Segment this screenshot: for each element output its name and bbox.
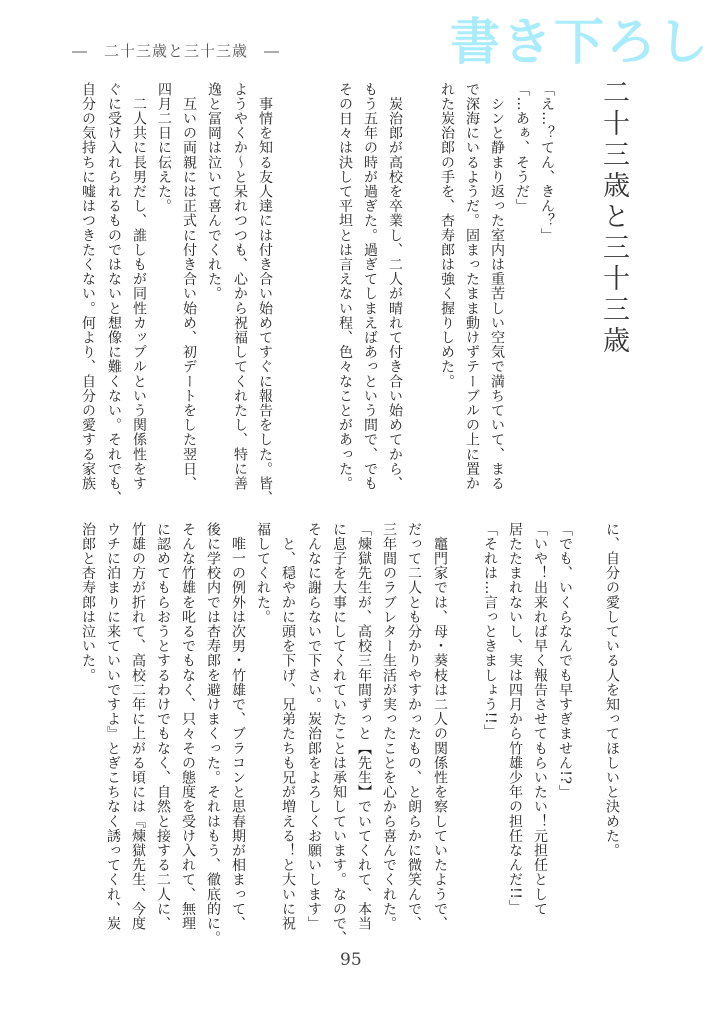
text-column: 逸と冨岡は泣いて喜んでくれた。 <box>206 82 222 301</box>
text-column: 竈門家では、母・葵枝は二人の関係性を察していたようで、 <box>432 522 448 931</box>
text-column: 事情を知る友人達には付き合い始めてすぐに報告をした。皆、 <box>257 82 273 506</box>
text-column: 「え…？てん、きん？」 <box>539 82 555 243</box>
text-column: そんな竹雄を叱るでもなく、只々その態度を受け入れて、無理 <box>180 522 196 931</box>
text-column: 竹雄の方が折れて、高校二年に上がる頃には『煉獄先生、今度 <box>130 522 146 931</box>
text-column: 炭治郎が高校を卒業し、二人が晴れて付き合い始めてから、 <box>387 82 403 491</box>
text-column: で深海にいるようだ。固まったまま動けずテーブルの上に置か <box>464 82 480 491</box>
text-column: 居たたまれないし、実は四月から竹雄少年の担任なんだ!!」 <box>507 522 523 915</box>
running-head: ― 二十三歳と三十三歳 ― <box>72 42 281 60</box>
page-number: 95 <box>340 950 362 970</box>
text-column: 唯一の例外は次男・竹雄で、ブラコンと思春期が相まって、 <box>230 522 246 931</box>
text-column: 互いの両親には正式に付き合い始め、初デートをした翌日、 <box>181 82 197 491</box>
text-column: と、穏やかに頭を下げ、兄弟たちも兄が増える！と大いに祝 <box>280 522 296 931</box>
text-column: もう五年の時が過ぎた。過ぎてしまえばあっという間で、でも <box>362 82 378 491</box>
text-column: ウチに泊まりに来ていいですよ』とぎこちなく誘ってくれ、炭 <box>105 522 121 931</box>
text-column: 福してくれた。 <box>255 522 271 625</box>
text-column: ぐに受け入れられるものではないと想像に難くない。それでも、 <box>106 82 122 506</box>
text-column: 「煉獄先生が、高校三年間ずっと【先生】でいてくれて、本当 <box>356 522 372 931</box>
text-column: 四月二日に伝えた。 <box>156 82 172 214</box>
text-column: 「いや！出来れば早く報告させてもらいたい！元担任として <box>532 522 548 917</box>
watermark-label: 書き下ろし <box>450 13 710 71</box>
text-column: 後に学校内では杏寿郎を避けまくった。それはもう、徹底的に。 <box>205 522 221 946</box>
text-column: 「それは…言っときましょう!!」 <box>482 522 498 739</box>
text-column: 「でも、いくらなんでも早すぎません!?」 <box>557 522 573 800</box>
text-column: に、自分の愛している人を知ってほしいと決めた。 <box>604 522 620 858</box>
text-column: 二人共に長男だし、誰しもが同性カップルという関係性をす <box>131 82 147 491</box>
text-column: その日々は決して平坦とは言えない程、色々なことがあった。 <box>337 82 353 491</box>
text-column: に息子を大事にしてくれていたことは承知しています。なので、 <box>331 522 347 946</box>
text-column: 三年間のラブレター生活が実ったことを心から喜んでくれた。 <box>381 522 397 931</box>
text-column: シンと静まり返った室内は重苦しい空気で満ちていて、まる <box>489 82 505 491</box>
text-column: に認めてもらおうとするわけでもなく、自然と接する二人に、 <box>155 522 171 931</box>
text-column: だって二人とも分かりやすかったもの、と朗らかに微笑んで、 <box>406 522 422 931</box>
text-column: ようやくか～と呆れつつも、心から祝福してくれたし、特に善 <box>232 82 248 491</box>
text-column: 治郎と杏寿郎は泣いた。 <box>80 522 96 683</box>
text-column: 自分の気持ちに嘘はつきたくない。何より、自分の愛する家族 <box>80 82 96 491</box>
text-column: れた炭治郎の手を、杏寿郎は強く握りしめた。 <box>439 82 455 389</box>
text-column: そんなに謝らないで下さい。炭治郎をよろしくお願いします」 <box>306 522 322 931</box>
text-column: 「…あぁ、そうだ」 <box>514 82 530 214</box>
chapter-title: 二十三歳と三十三歳 <box>598 78 629 357</box>
